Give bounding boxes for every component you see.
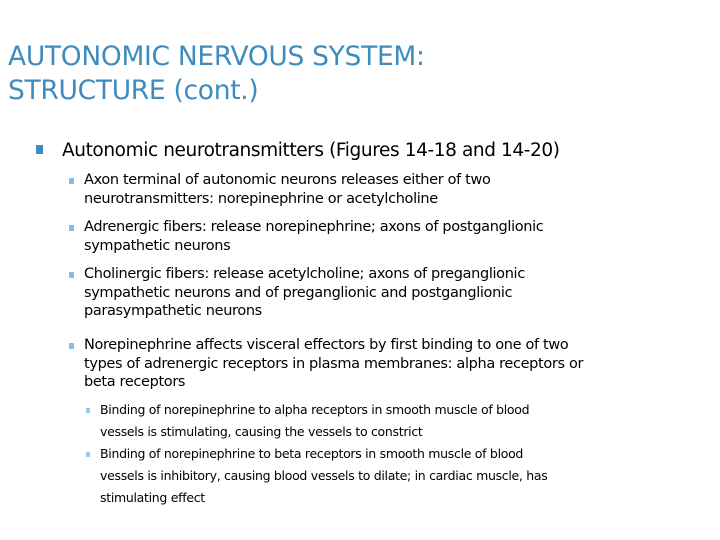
square-bullet-icon: [69, 178, 74, 184]
sub-bullet-cholinergic-fibers: [84, 265, 684, 321]
square-bullet-icon: [69, 272, 74, 278]
square-bullet-icon: [86, 452, 90, 457]
square-bullet-icon: [69, 343, 74, 349]
sub-bullet-line: sympathetic neurons: [84, 237, 231, 254]
sub-sub-bullet-line: vessels is inhibitory, causing blood vessels to dilate; in cardiac muscle, has: [100, 468, 548, 483]
sub-sub-bullet-beta-receptors: [100, 443, 690, 509]
sub-bullet-line: neurotransmitters: norepinephrine or acetylcholine: [84, 190, 438, 207]
sub-sub-bullet-line: Binding of norepinephrine to beta receptors in smooth muscle of blood: [100, 446, 524, 461]
sub-sub-bullet-line: Binding of norepinephrine to alpha receptors in smooth muscle of blood: [100, 402, 530, 417]
sub-bullet-adrenergic-fibers: [84, 218, 684, 255]
sub-bullet-line: types of adrenergic receptors in plasma membranes: alpha receptors or: [84, 355, 584, 372]
sub-bullet-line: Norepinephrine affects visceral effectors by first binding to one of two: [84, 337, 569, 353]
square-bullet-icon: [69, 225, 74, 231]
square-bullet-icon: [86, 408, 90, 413]
sub-bullet-line: Adrenergic fibers: release norepinephrine; axons of postganglionic: [84, 219, 544, 235]
slide-title-line: AUTONOMIC NERVOUS SYSTEM:: [8, 41, 425, 72]
sub-sub-bullet-line: stimulating effect: [100, 490, 205, 505]
sub-bullet-axon-terminal: [84, 171, 684, 208]
sub-sub-bullet-alpha-receptors: [100, 399, 690, 443]
sub-bullet-norepinephrine: [84, 336, 684, 392]
sub-bullet-line: Cholinergic fibers: release acetylcholine; axons of preganglionic: [84, 266, 525, 282]
bullet-autonomic-neurotransmitters: Autonomic neurotransmitters (Figures 14-18 and 14-20): [62, 140, 560, 161]
sub-bullet-line: beta receptors: [84, 374, 186, 390]
sub-bullet-line: Axon terminal of autonomic neurons releases either of two: [84, 172, 491, 188]
sub-bullet-line: sympathetic neurons and of preganglionic and postganglionic: [84, 284, 513, 301]
sub-bullet-line: parasympathetic neurons: [84, 303, 262, 319]
slide-title-line: STRUCTURE (cont.): [8, 75, 259, 106]
sub-sub-bullet-line: vessels is stimulating, causing the vessels to constrict: [100, 424, 423, 439]
square-bullet-icon: [36, 145, 43, 154]
